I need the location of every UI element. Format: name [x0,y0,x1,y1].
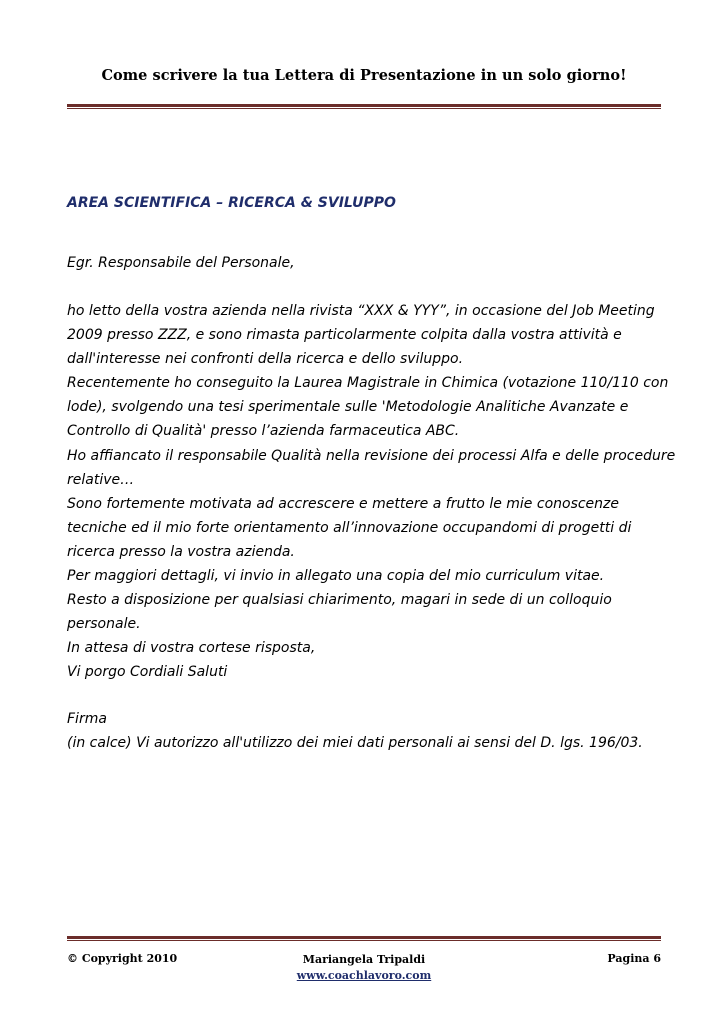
page-header-title: Come scrivere la tua Lettera di Presentazione in un solo giorno! [101,67,627,84]
body-line: tecniche ed il mio forte orientamento all’innovazione occupandomi di progetti di [67,519,632,536]
footer-page-number: Pagina 6 [607,952,661,965]
body-line: Recentemente ho conseguito la Laurea Magistrale in Chimica (votazione 110/110 con [67,375,669,392]
signature-block [67,707,667,755]
header-divider [67,104,661,109]
footer-copyright: © Copyright 2010 [67,952,178,965]
body-line: Ho affiancato il responsabile Qualità nella revisione dei processi Alfa e delle procedure [67,447,676,464]
body-line: relative… [67,471,135,488]
signature-label: Firma [67,710,107,727]
body-line: personale. [67,616,141,633]
body-line: Sono fortemente motivata ad accrescere e mettere a frutto le mie conoscenze [67,495,620,512]
section-heading: AREA SCIENTIFICA – RICERCA & SVILUPPO [67,195,396,211]
letter-content [67,193,676,755]
body-line: Controllo di Qualità' presso l’azienda farmaceutica ABC. [67,423,460,440]
footer-divider [67,936,661,941]
body-line: ricerca presso la vostra azienda. [67,543,295,560]
body-line: Vi porgo Cordiali Saluti [67,664,228,681]
footer-author: Mariangela Tripaldi [302,953,426,966]
footer-author-block [67,952,661,984]
body-line: 2009 presso ZZZ, e sono rimasta particolarmente colpita dalla vostra attività e [67,327,622,344]
privacy-consent: (in calce) Vi autorizzo all'utilizzo dei miei dati personali ai sensi del D. lgs. 196/03. [67,734,643,751]
body-line: ho letto della vostra azienda nella rivista “XXX & YYY”, in occasione del Job Meeting [67,303,655,319]
body-line: Per maggiori dettagli, vi invio in allegato una copia del mio curriculum vitae. [67,568,605,585]
body-line: lode), svolgendo una tesi sperimentale sulle 'Metodologie Analitiche Avanzate e [67,399,629,416]
body-line: In attesa di vostra cortese risposta, [67,640,316,657]
body-line: dall'interesse nei confronti della ricerca e dello sviluppo. [67,351,464,368]
footer-website-link[interactable]: www.coachlavoro.com [296,969,432,982]
letter-greeting: Egr. Responsabile del Personale, [67,255,295,271]
letter-body [67,299,676,685]
body-line: Resto a disposizione per qualsiasi chiarimento, magari in sede di un colloquio [67,592,612,609]
